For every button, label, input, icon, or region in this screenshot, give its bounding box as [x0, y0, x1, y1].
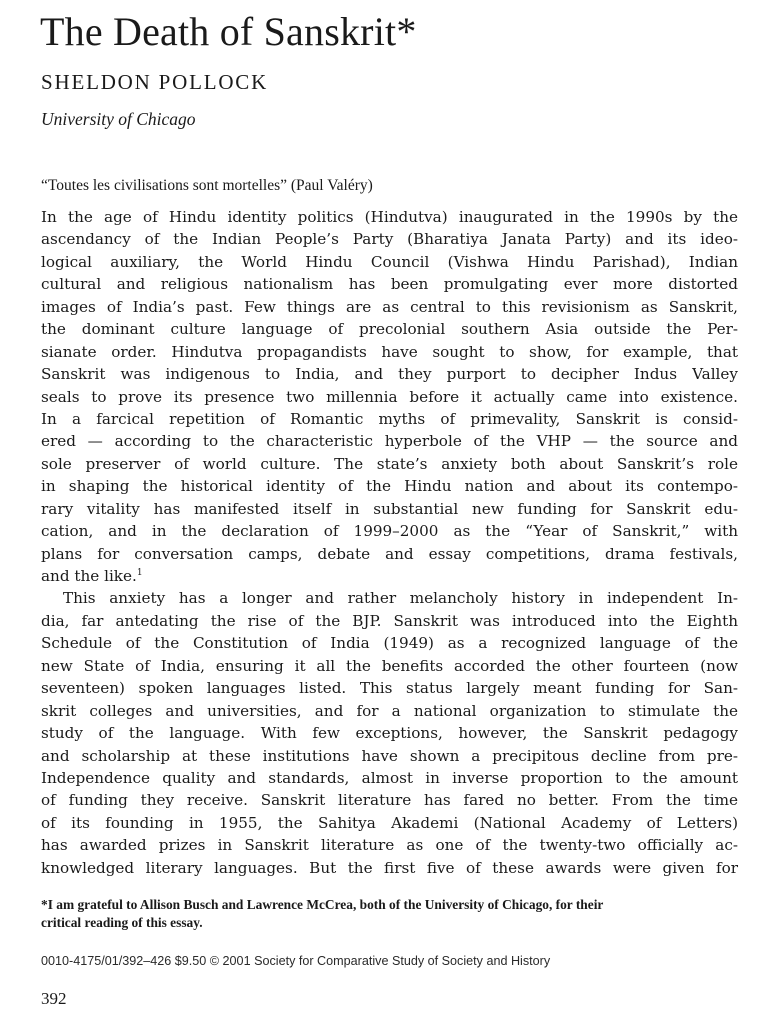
body-line: skrit colleges and universities, and for a national organization to stimulate the	[41, 701, 738, 720]
body-line: has awarded prizes in Sanskrit literature as one of the twenty-two officially ac-	[41, 836, 738, 855]
author-name: SHELDON POLLOCK	[41, 70, 269, 94]
body-line: Sanskrit was indigenous to India, and they purport to decipher Indus Valley	[41, 365, 738, 384]
body-line: the dominant culture language of precolonial southern Asia outside the Per-	[41, 320, 738, 339]
body-line: seventeen) spoken languages listed. This status largely meant funding for San-	[41, 679, 738, 698]
page-number: 392	[41, 989, 67, 1008]
copyright-line: 0010-4175/01/392–426 $9.50 © 2001 Society for Comparative Study of Society and History	[41, 954, 551, 968]
body-line: of its founding in 1955, the Sahitya Akademi (National Academy of Letters)	[41, 813, 738, 832]
body-line: logical auxiliary, the World Hindu Council (Vishwa Hindu Parishad), Indian	[41, 252, 738, 271]
body-line: study of the language. With few exceptions, however, the Sanskrit pedagogy	[41, 724, 738, 743]
epigraph: “Toutes les civilisations sont mortelles” (Paul Valéry)	[41, 177, 373, 194]
article-title: The Death of Sanskrit*	[40, 9, 417, 54]
body-line: in shaping the historical identity of the Hindu nation and about its contempo-	[41, 477, 738, 496]
body-line: sole preserver of world culture. The state’s anxiety both about Sanskrit’s role	[41, 454, 738, 473]
footnote-reference[interactable]: 1	[136, 568, 143, 578]
body-line: dia, far antedating the rise of the BJP. Sanskrit was introduced into the Eighth	[41, 611, 738, 630]
paragraph-end-line	[41, 565, 738, 587]
footnote	[41, 896, 741, 932]
author-affiliation: University of Chicago	[41, 109, 196, 129]
body-line: sianate order. Hindutva propagandists have sought to show, for example, that	[41, 342, 738, 361]
body-line: In the age of Hindu identity politics (Hindutva) inaugurated in the 1990s by the	[41, 208, 738, 226]
body-line: Independence quality and standards, almost in inverse proportion to the amount	[41, 768, 738, 787]
body-line: of funding they receive. Sanskrit literature has fared no better. From the time	[41, 791, 738, 810]
footnote-line: critical reading of this essay.	[41, 915, 203, 930]
body-line: cultural and religious nationalism has been promulgating ever more distorted	[41, 275, 738, 294]
body-line-text: and the like.	[41, 567, 137, 585]
body-text	[41, 206, 738, 879]
body-line: seals to prove its presence two millennia before it actually came into existence.	[41, 387, 738, 406]
body-line: new State of India, ensuring it all the benefits accorded the other fourteen (now	[41, 656, 738, 675]
body-line: This anxiety has a longer and rather melancholy history in independent In-	[63, 589, 738, 608]
body-line: ered — according to the characteristic hyperbole of the VHP — the source and	[41, 432, 738, 451]
body-line: rary vitality has manifested itself in substantial new funding for Sanskrit edu-	[41, 499, 738, 518]
body-line: plans for conversation camps, debate and essay competitions, drama festivals,	[41, 544, 738, 563]
body-line: and scholarship at these institutions have shown a precipitous decline from pre-	[41, 746, 738, 765]
body-line: In a farcical repetition of Romantic myths of primevality, Sanskrit is consid-	[41, 409, 738, 428]
body-line: ascendancy of the Indian People’s Party (Bharatiya Janata Party) and its ideo-	[41, 230, 738, 249]
footnote-line: *I am grateful to Allison Busch and Lawrence McCrea, both of the University of Chicago, for their	[41, 897, 604, 912]
body-line: images of India’s past. Few things are as central to this revisionism as Sanskrit,	[41, 297, 738, 316]
body-line: Schedule of the Constitution of India (1949) as a recognized language of the	[41, 634, 738, 653]
body-line: knowledged literary languages. But the first five of these awards were given for	[41, 858, 738, 877]
body-line: cation, and in the declaration of 1999–2000 as the “Year of Sanskrit,” with	[41, 522, 738, 541]
